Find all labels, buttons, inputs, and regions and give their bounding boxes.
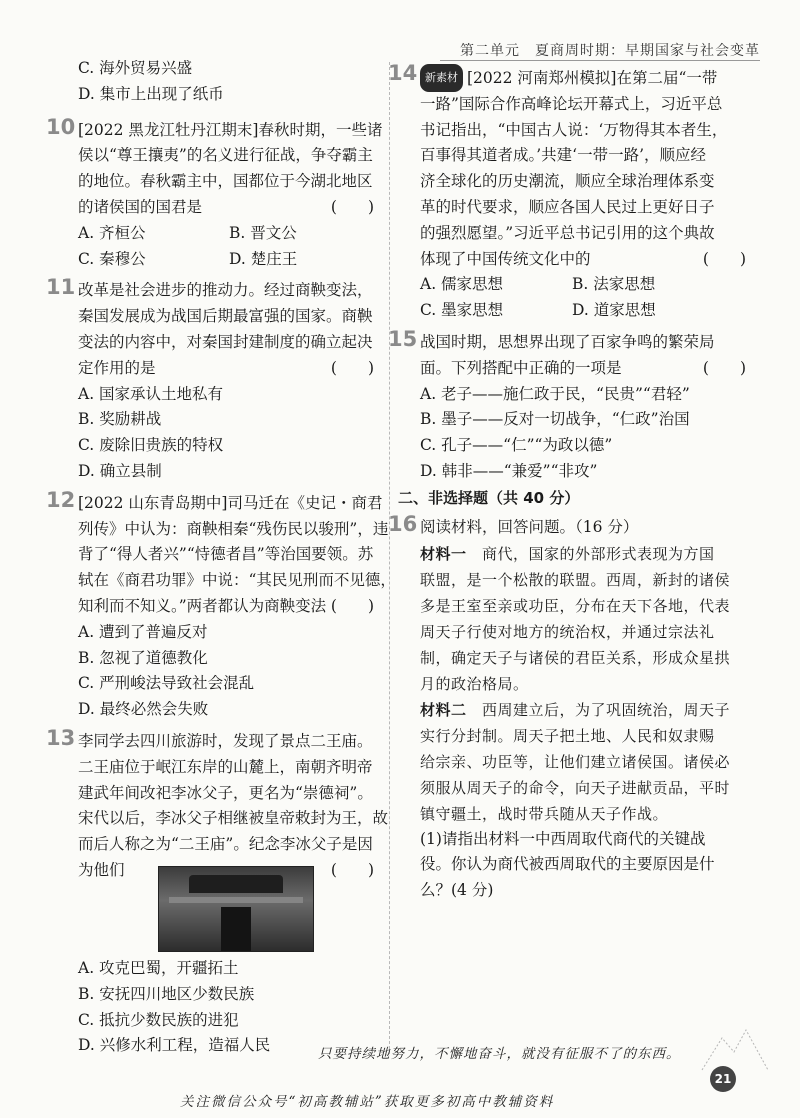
- temple-roof: [189, 875, 283, 893]
- question-text: 新素材 [2022 河南郑州模拟]在第二届“一带: [420, 64, 752, 92]
- unit-label: 第二单元: [460, 43, 520, 59]
- option[interactable]: D. 确立县制: [78, 461, 162, 480]
- option[interactable]: A. 老子——施仁政于民，“民贵”“君轻”: [420, 384, 690, 403]
- option[interactable]: A. 攻克巴蜀，开疆拓土: [78, 959, 239, 977]
- footer-ad: 关注微信公众号“初高教辅站”获取更多初高中教辅资料: [180, 1094, 555, 1110]
- question-text: 建武年间改祀李冰父子，更名为“崇德祠”。: [78, 783, 373, 802]
- option[interactable]: D. 最终必然会失败: [78, 700, 209, 719]
- question-text: 体现了中国传统文化中的 ( ): [420, 247, 752, 273]
- options-row: [400, 272, 752, 298]
- question-15: [388, 326, 752, 382]
- question-11: [46, 275, 380, 381]
- column-divider: [389, 62, 390, 1054]
- question-text: 的诸侯国的国君是 ( ): [78, 195, 380, 221]
- options-row: [58, 247, 380, 273]
- option: C. 海外贸易兴盛: [78, 59, 193, 77]
- temple-door: [221, 907, 251, 951]
- question-text: 战国时期，思想界出现了百家争鸣的繁荣局: [420, 332, 715, 351]
- option[interactable]: B. 奖励耕战: [78, 410, 162, 429]
- temple-beam: [169, 897, 303, 903]
- question-text: 侯以“尊王攘夷”的名义进行征战，争夺霸主: [78, 146, 373, 165]
- question-12: [46, 487, 396, 620]
- option[interactable]: B. 忽视了道德教化: [78, 648, 208, 667]
- option[interactable]: D. 道家思想: [572, 301, 656, 320]
- answer-paren[interactable]: ( ): [330, 197, 374, 216]
- material-text: 联盟，是一个松散的联盟。西周，新封的诸侯: [420, 570, 731, 589]
- question-number: 12: [46, 487, 76, 512]
- question-text: 二王庙位于岷江东岸的山麓上，南朝齐明帝: [78, 757, 373, 776]
- option[interactable]: B. 墨子——反对一切战争，“仁政”治国: [420, 410, 690, 429]
- question-13: [46, 725, 389, 884]
- question-text: 秦国发展成为战国后期最富强的国家。商鞅: [78, 307, 373, 326]
- question-text: 知利而不知义。”两者都认为商鞅变法 ( ): [78, 594, 380, 620]
- material-text: 月的政治格局。: [420, 674, 529, 693]
- option[interactable]: A. 儒家思想: [420, 275, 504, 294]
- footer-motto: 只要持续地努力，不懈地奋斗，就没有征服不了的东西。: [318, 1046, 681, 1062]
- section-heading: 二、非选择题（共 40 分）: [398, 488, 580, 507]
- material-text: 实行分封制。周天子把土地、人民和奴隶赐: [420, 726, 715, 745]
- question-number: 10: [46, 114, 76, 139]
- option[interactable]: D. 楚庄王: [229, 249, 298, 268]
- question-text: 宋代以后，李冰父子相继被皇帝敕封为王，故: [78, 809, 389, 828]
- answer-paren[interactable]: ( ): [330, 596, 374, 615]
- answer-paren[interactable]: ( ): [330, 358, 374, 377]
- material-label: 材料一: [420, 544, 467, 563]
- question-text: 的地位。春秋霸主中，国都位于今湖北地区: [78, 172, 373, 191]
- question-text: 面。下列搭配中正确的一项是 ( ): [420, 356, 752, 382]
- option[interactable]: B. 晋文公: [229, 223, 297, 242]
- material-text: 材料一 商代，国家的外部形式表现为方国: [420, 544, 715, 563]
- unit-title: 夏商周时期：早期国家与社会变革: [535, 43, 760, 59]
- question-number: 14: [388, 61, 418, 85]
- material-text: 制，确定天子与诸侯的君臣关系，形成众星拱: [420, 648, 731, 667]
- question-text: 为他们 ( ): [78, 858, 380, 884]
- question-text: 的强烈愿望。”习近平总书记引用的这个典故: [420, 223, 715, 242]
- options-row: [400, 298, 752, 324]
- option: D. 集市上出现了纸币: [78, 84, 224, 103]
- material-text: 周天子行使对地方的统治权，并通过宗法礼: [420, 622, 715, 641]
- question-text: 变法的内容中，对秦国封建制度的确立起决: [78, 332, 373, 351]
- question-text: [2022 山东青岛期中]司马迁在《史记・商君: [78, 493, 383, 512]
- page-number: 21: [710, 1066, 736, 1092]
- option[interactable]: A. 遭到了普遍反对: [78, 622, 208, 641]
- question-text: 百事得其道者成。’共建‘一带一路’，顺应经: [420, 146, 707, 165]
- option[interactable]: C. 废除旧贵族的特权: [78, 436, 224, 455]
- material-label: 材料二: [420, 700, 467, 719]
- option[interactable]: C. 严刑峻法导致社会混乱: [78, 674, 255, 693]
- answer-paren[interactable]: ( ): [702, 358, 746, 377]
- question-text: 阅读材料，回答问题。（16 分）: [420, 517, 639, 536]
- question-number: 13: [46, 725, 76, 750]
- question-text: 列传》中认为：商鞅相秦“残伤民以骏刑”，违: [78, 519, 389, 538]
- options-row: [58, 221, 380, 247]
- question-16: [388, 511, 752, 541]
- question-text: 改革是社会进步的推动力。经过商鞅变法，: [78, 281, 373, 300]
- question-text: [2022 黑龙江牡丹江期末]春秋时期，一些诸: [78, 120, 383, 139]
- question-text: 而后人称之为“二王庙”。纪念李冰父子是因: [78, 835, 373, 854]
- option[interactable]: C. 孔子——“仁”“为政以德”: [420, 436, 613, 455]
- option[interactable]: B. 法家思想: [572, 275, 656, 294]
- question-text: 李同学去四川旅游时，发现了景点二王庙。: [78, 731, 373, 750]
- question-10: [46, 114, 383, 221]
- right-column: [388, 61, 752, 904]
- question-text: 背了“得人者兴”“恃德者昌”等治国要领。苏: [78, 545, 374, 564]
- question-text: 一路”国际合作高峰论坛开幕式上，习近平总: [420, 94, 723, 113]
- answer-paren[interactable]: ( ): [702, 249, 746, 268]
- option[interactable]: A. 国家承认土地私有: [78, 384, 224, 403]
- question-text: 济全球化的历史潮流，顺应全球治理体系变: [420, 172, 715, 191]
- mountain-decoration-icon: [700, 1022, 770, 1072]
- question-number: 11: [46, 275, 76, 300]
- sub-question: 役。你认为商代被西周取代的主要原因是什: [420, 855, 715, 874]
- material-text: 材料二 西周建立后，为了巩固统治，周天子: [420, 700, 731, 719]
- sub-question: 么？(4 分): [420, 881, 494, 900]
- material-text: 给宗亲、功臣等，让他们建立诸侯国。诸侯必: [420, 752, 731, 771]
- question-number: 15: [388, 326, 418, 351]
- option[interactable]: A. 齐桓公: [78, 223, 146, 242]
- option[interactable]: C. 秦穆公: [78, 249, 146, 268]
- new-material-badge: 新素材: [420, 64, 463, 92]
- left-column: [46, 56, 396, 884]
- question-text: 革的时代要求，顺应各国人民过上更好日子: [420, 197, 715, 216]
- temple-photo: [158, 866, 314, 952]
- question-text: 书记指出，“中国古人说：‘万物得其本者生，: [420, 120, 728, 139]
- material-text: 镇守疆土，战时带兵随从天子作战。: [420, 804, 669, 823]
- option[interactable]: D. 韩非——“兼爱”“非攻”: [420, 461, 598, 480]
- option[interactable]: C. 墨家思想: [420, 301, 504, 320]
- material-text: 须服从周天子的命令，向天子进献贡品，平时: [420, 778, 731, 797]
- question-number: 16: [388, 511, 418, 536]
- question-14: [388, 61, 752, 272]
- sub-question: (1)请指出材料一中西周取代商代的关键战: [420, 829, 706, 848]
- question-text: 定作用的是 ( ): [78, 356, 380, 382]
- option[interactable]: C. 抵抗少数民族的进犯: [78, 1010, 239, 1029]
- question-text: 轼在《商君功罪》中说：“其民见刑而不见德，: [78, 571, 396, 590]
- answer-paren[interactable]: ( ): [330, 860, 374, 879]
- option[interactable]: D. 兴修水利工程，造福人民: [78, 1036, 271, 1055]
- material-text: 多是王室至亲或功臣，分布在天下各地，代表: [420, 596, 731, 615]
- page-header: [440, 40, 760, 61]
- option[interactable]: B. 安抚四川地区少数民族: [78, 984, 255, 1003]
